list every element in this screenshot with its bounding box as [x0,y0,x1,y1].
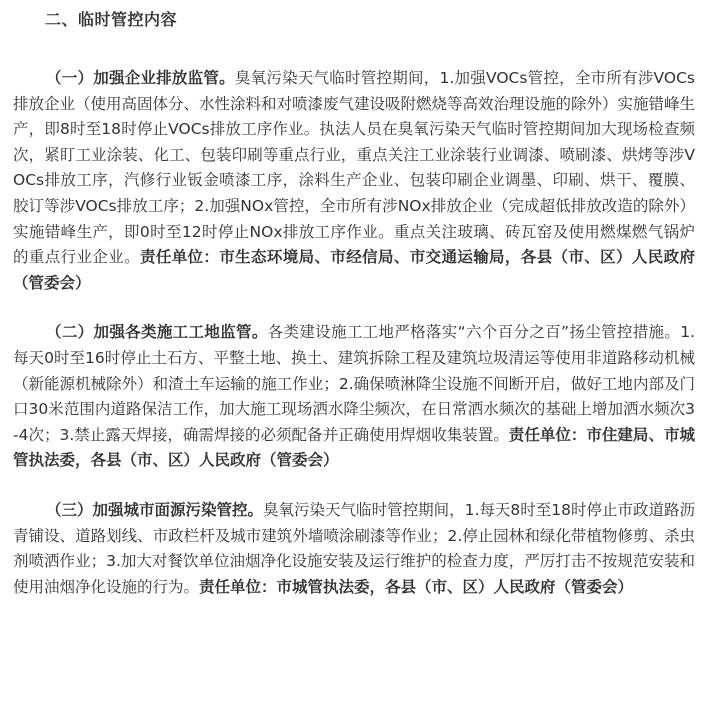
paragraph-body: 臭氧污染天气临时管控期间，1.加强VOCs管控，全市所有涉VOCs排放企业（使用高固体分、水性涂料和对喷漆废气建设吸附燃烧等高效治理设施的除外）实施错峰生产，即8时至18时停止VOCs排放工序作业。执法人员在臭氧污染天气临时管控期间加大现场检查频次，紧盯工业涂装、化工、包装印刷等重点行业，重点关注工业涂装行业调漆、喷刷漆、烘烤等涉VOCs排放工序，汽修行业钣金喷漆工序，涂料生产企业、包装印刷企业调墨、印刷、烘干、覆膜、胶订等涉VOCs排放工序；2.加强NOx管控，全市所有涉NOx排放企业（完成超低排放改造的除外）实施错峰生产，即0时至12时停止NOx排放工序作业。重点关注玻璃、砖瓦窑及使用燃煤燃气锅炉的重点行业企业。 [13,69,696,267]
paragraph-lead: （三）加强城市面源污染管控。 [46,500,264,519]
paragraph-body: 各类建设施工工地严格落实“六个百分之百”扬尘管控措施。1.每天0时至16时停止土石方、平整土地、换土、建筑拆除工程及建筑垃圾清运等使用非道路移动机械（新能源机械除外）和渣土车运输的施工作业；2.确保喷淋降尘设施不间断开启，做好工地内部及门口30米范围内道路保洁工作，加大施工现场洒水降尘频次，在日常洒水频次的基础上增加洒水频次3-4次；3.禁止露天焊接，确需焊接的必须配备并正确使用焊烟收集装置。 [13,323,695,444]
responsible-units: 责任单位：市城管执法委，各县（市、区）人民政府（管委会） [199,577,634,596]
responsible-units: 责任单位：市生态环境局、市经信局、市交通运输局，各县（市、区）人民政府（管委会） [13,248,695,292]
section-heading: 二、临时管控内容 [45,10,178,29]
paragraph-body: 臭氧污染天气临时管控期间，1.每天8时至18时停止市政道路沥青铺设、道路划线、市政栏杆及城市建筑外墙喷涂刷漆等作业；2.停止园林和绿化带植物修剪、杀虫剂喷洒作业；3.加大对餐饮单位油烟净化设施安装及运行维护的检查力度，严厉打击不按规范安装和使用油烟净化设施的行为。 [13,500,695,596]
paragraph-enterprise-emission [13,66,695,296]
paragraph-urban-area-sources [13,498,695,600]
responsible-units: 责任单位：市住建局、市城管执法委，各县（市、区）人民政府（管委会） [13,425,695,470]
paragraph-construction-sites [13,320,695,474]
paragraph-lead: （一）加强企业排放监管。 [46,69,235,87]
paragraph-lead: （二）加强各类施工工地监管。 [46,323,268,342]
